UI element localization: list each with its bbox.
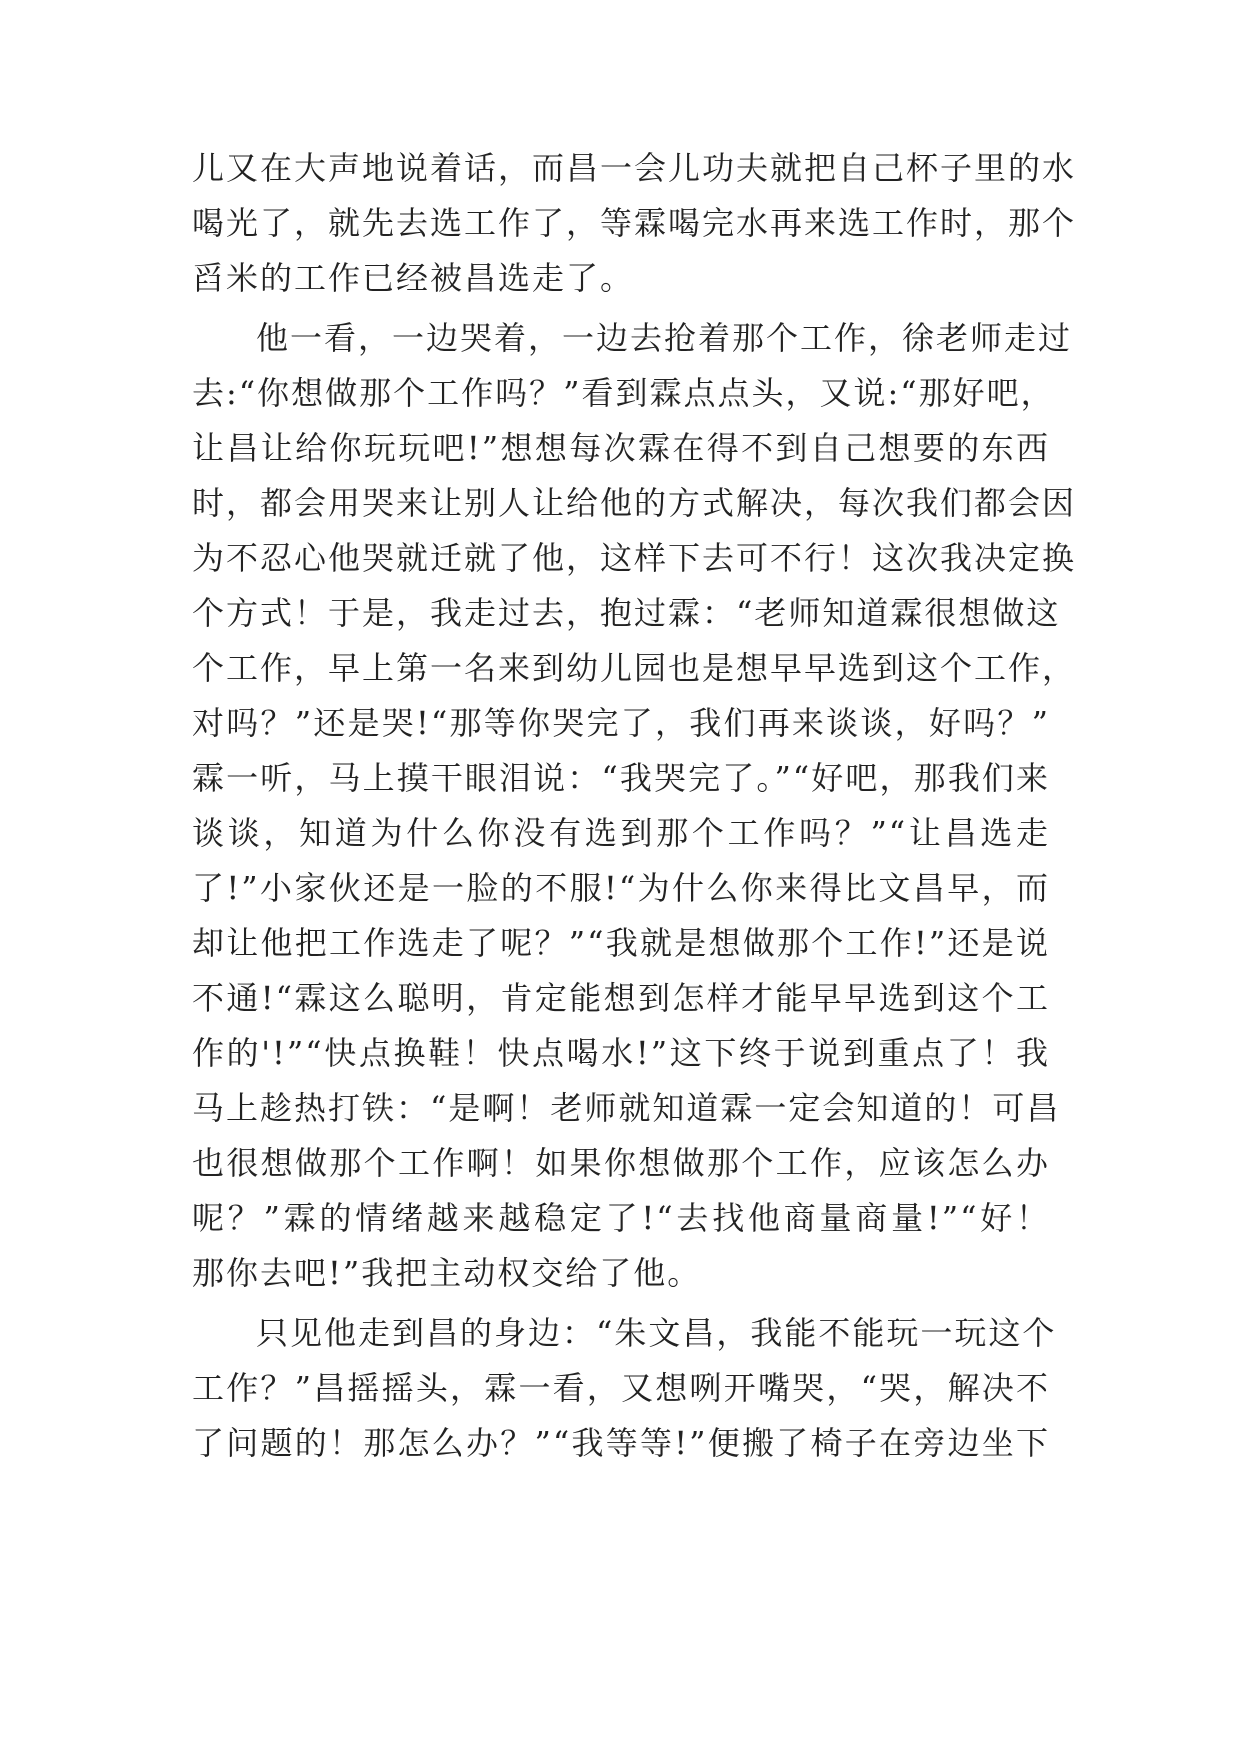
text-line: 谈谈，知道为什么你没有选到那个工作吗？”“让昌选走 bbox=[192, 814, 1050, 852]
text-line: 他一看，一边哭着，一边去抢着那个工作，徐老师走过 bbox=[256, 319, 1073, 357]
text-line: 霖一听，马上摸干眼泪说：“我哭完了。”“好吧，那我们来 bbox=[192, 759, 1050, 797]
text-line: 却让他把工作选走了呢？”“我就是想做那个工作!”还是说 bbox=[192, 924, 1050, 962]
text-line: 喝光了，就先去选工作了，等霖喝完水再来选工作时，那个 bbox=[192, 204, 1077, 242]
text-line: 不通!“霖这么聪明，肯定能想到怎样才能早早选到这个工 bbox=[192, 979, 1050, 1017]
text-line: 时，都会用哭来让别人让给他的方式解决，每次我们都会因 bbox=[192, 484, 1077, 522]
text-line: 去:“你想做那个工作吗？”看到霖点点头，又说:“那好吧， bbox=[192, 374, 1055, 412]
text-line: 马上趁热打铁：“是啊！老师就知道霖一定会知道的！可昌 bbox=[192, 1089, 1061, 1127]
text-line: 让昌让给你玩玩吧!”想想每次霖在得不到自己想要的东西 bbox=[192, 429, 1050, 467]
text-line: 了问题的！那怎么办？”“我等等!”便搬了椅子在旁边坐下 bbox=[192, 1424, 1050, 1462]
text-line: 对吗？”还是哭!“那等你哭完了，我们再来谈谈，好吗？” bbox=[192, 704, 1050, 742]
text-line: 个工作，早上第一名来到幼儿园也是想早早选到这个工作， bbox=[192, 649, 1077, 687]
text-line: 呢？”霖的情绪越来越稳定了!“去找他商量商量!”“好！ bbox=[192, 1199, 1050, 1237]
text-line: 作的'!”“快点换鞋！快点喝水!”这下终于说到重点了！我 bbox=[192, 1034, 1050, 1072]
text-line: 也很想做那个工作啊！如果你想做那个工作，应该怎么办 bbox=[192, 1144, 1050, 1182]
text-line: 工作？”昌摇摇头，霖一看，又想咧开嘴哭，“哭，解决不 bbox=[192, 1369, 1050, 1407]
text-line: 个方式！于是，我走过去，抱过霖：“老师知道霖很想做这 bbox=[192, 594, 1061, 632]
text-line: 那你去吧!”我把主动权交给了他。 bbox=[192, 1254, 702, 1292]
text-line: 为不忍心他哭就迁就了他，这样下去可不行！这次我决定换 bbox=[192, 539, 1077, 577]
text-line: 了!”小家伙还是一脸的不服!“为什么你来得比文昌早，而 bbox=[192, 869, 1050, 907]
text-line: 舀米的工作已经被昌选走了。 bbox=[192, 259, 635, 297]
text-line: 儿又在大声地说着话，而昌一会儿功夫就把自己杯子里的水 bbox=[192, 149, 1077, 187]
text-line: 只见他走到昌的身边：“朱文昌，我能不能玩一玩这个 bbox=[256, 1314, 1057, 1352]
